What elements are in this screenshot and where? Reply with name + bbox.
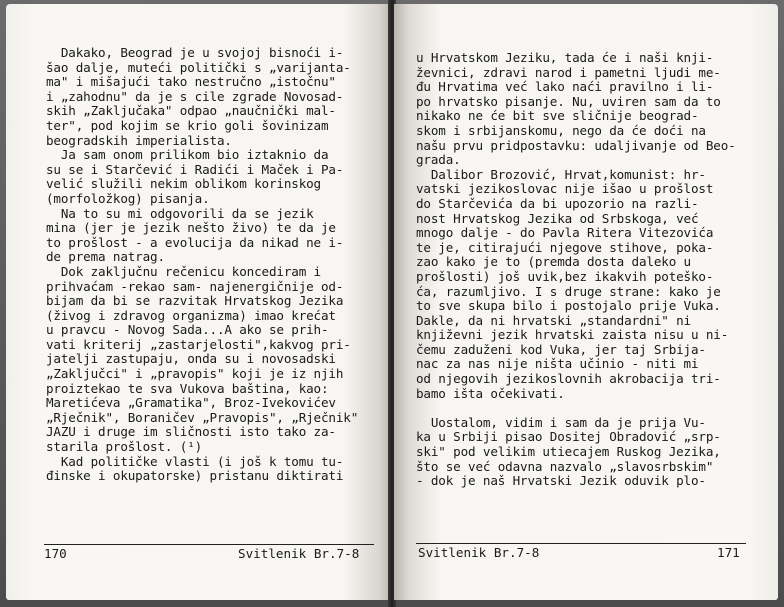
text-line: nikako ne će bit sve sličnije beograd-	[416, 108, 699, 124]
text-line: čemu zaduženi kod Vuka, jer taj Srbija-	[416, 341, 706, 357]
text-line: ća, razumljivo. I s druge strane: kako je	[416, 283, 721, 299]
left-page-body	[46, 46, 358, 484]
text-line	[416, 401, 736, 416]
text-line: i „zahodnu" da je s cile zgrade Novosad-	[46, 88, 344, 104]
text-line: mina (jer je jezik nešto živo) te da je	[46, 220, 336, 236]
text-line: đu Hrvatima već lako naći pravilno i li-	[416, 79, 714, 95]
text-line: šao dalje, muteći politički s „varijanta-	[46, 59, 351, 75]
left-footer-rule	[44, 544, 374, 545]
text-line: „Rječnik", Boraničev „Pravopis", „Rječnik"	[46, 409, 359, 425]
text-line: te je, citirajući njegove stihove, poka-	[416, 239, 714, 255]
text-line: prošlosti) još uvik,bez ikakvih poteško-	[416, 268, 714, 284]
text-line: beogradskih imperialista.	[46, 132, 232, 148]
text-line: našu prvu pridpostavku: udaljivanje od Beo-	[416, 137, 736, 153]
right-running-title: Svitlenik Br.7-8	[418, 545, 540, 560]
left-page	[6, 4, 390, 600]
text-line: ževnici, zdravi narod i pametni ljudi me-	[416, 64, 721, 80]
text-line: mnogo dalje - do Pavla Ritera Vitezovića	[416, 225, 714, 241]
text-line: starila prošlost. (¹)	[46, 439, 203, 455]
text-line: nost Hrvatskog Jezika od Srbskoga, već	[416, 210, 699, 226]
text-line: bamo išta očekivati.	[416, 385, 565, 401]
text-line: jatelji zastupaju, onda su i novosadski	[46, 351, 336, 367]
text-line: ma" i mišajući tako nestručno „istočnu"	[46, 74, 336, 90]
text-line: Maretićeva „Gramatika", Broz-Ivekovićev	[46, 395, 336, 411]
text-line: ka u Srbiji pisao Dositej Obradović „srp-	[416, 429, 721, 445]
left-running-title: Svitlenik Br.7-8	[238, 546, 360, 561]
text-line: grada.	[416, 152, 461, 168]
text-line: proiztekao te sva Vukova baština, kao:	[46, 380, 329, 396]
text-line: što se već odavna nazvalo „slavosrbskim"	[416, 458, 714, 474]
text-line: vatski jezikoslovac nije išao u prošlost	[416, 181, 714, 197]
right-footer-rule	[416, 543, 746, 544]
text-line: Dakako, Beograd je u svojoj bisnoći i-	[46, 45, 344, 60]
text-line: „Zaključci" i „pravopis" koji je iz njih	[46, 366, 344, 382]
text-line: su se i Starčević i Radići i Maček i Pa-	[46, 161, 344, 177]
text-line: de prema natrag.	[46, 249, 165, 265]
text-line: Uostalom, vidim i sam da je prija Vu-	[416, 414, 706, 430]
text-line: književni jezik hrvatski zaista nisu u ni-	[416, 327, 729, 343]
text-line: do Starčevića da bi upozorio na razli-	[416, 195, 699, 211]
text-line: (morfoložkog) pisanja.	[46, 190, 210, 206]
text-line: to sve skupa bilo i postojalo prije Vuka.	[416, 298, 721, 314]
text-line: Dakle, da ni hrvatski „standardni" ni	[416, 312, 691, 328]
text-line: u Hrvatskom Jeziku, tada će i naši knji-	[416, 50, 714, 65]
right-page-body	[416, 51, 736, 489]
text-line: ski" pod velikim utiecajem Ruskog Jezika,	[416, 444, 721, 460]
text-line: bijam da bi se razvitak Hrvatskog Jezika	[46, 293, 344, 309]
text-line: vati kriterij „zastarjelosti",kakvog pri-	[46, 336, 351, 352]
text-line: (živog i zdravog organizma) imao krećat	[46, 307, 336, 323]
text-line: Ja sam onom prilikom bio iztaknio da	[46, 147, 329, 163]
text-line: nac za nas nije ništa učinio - niti mi	[416, 356, 699, 372]
text-line: ter", pod kojim se krio goli šovinizam	[46, 117, 329, 133]
left-page-number: 170	[44, 546, 67, 561]
text-line: Dalibor Brozović, Hrvat,komunist: hr-	[416, 166, 706, 182]
right-page	[394, 4, 778, 600]
text-line: skom i srbijanskomu, nego da će doći na	[416, 122, 706, 138]
text-line: po hrvatsko pisanje. Nu, uviren sam da to	[416, 93, 721, 109]
text-line: Kad političke vlasti (i još k tomu tu-	[46, 453, 344, 469]
text-line: - dok je naš Hrvatski Jezik oduvik plo-	[416, 473, 706, 489]
text-line: zao kako je to (premda dosta daleko u	[416, 254, 691, 270]
text-line: od njegovih jezikoslovnih akrobacija tri-	[416, 371, 721, 387]
text-line: đinske i okupatorske) pristanu diktirati	[46, 468, 344, 484]
text-line: Dok zaključnu rečenicu koncediram i	[46, 263, 321, 279]
text-line: skih „Zaključaka" odpao „naučnički mal-	[46, 103, 336, 119]
text-line: Na to su mi odgovorili da se jezik	[46, 205, 314, 221]
text-line: JAZU i druge im sličnosti isto tako za-	[46, 424, 336, 440]
right-page-number: 171	[717, 545, 740, 560]
text-line: velić služili nekim oblikom korinskog	[46, 176, 321, 192]
text-line: u pravcu - Novog Sada...A ako se prih-	[46, 322, 329, 338]
text-line: to prošlost - a evolucija da nikad ne i-	[46, 234, 344, 250]
text-line: prihvaćam -rekao sam- najenergičnije od-	[46, 278, 344, 294]
